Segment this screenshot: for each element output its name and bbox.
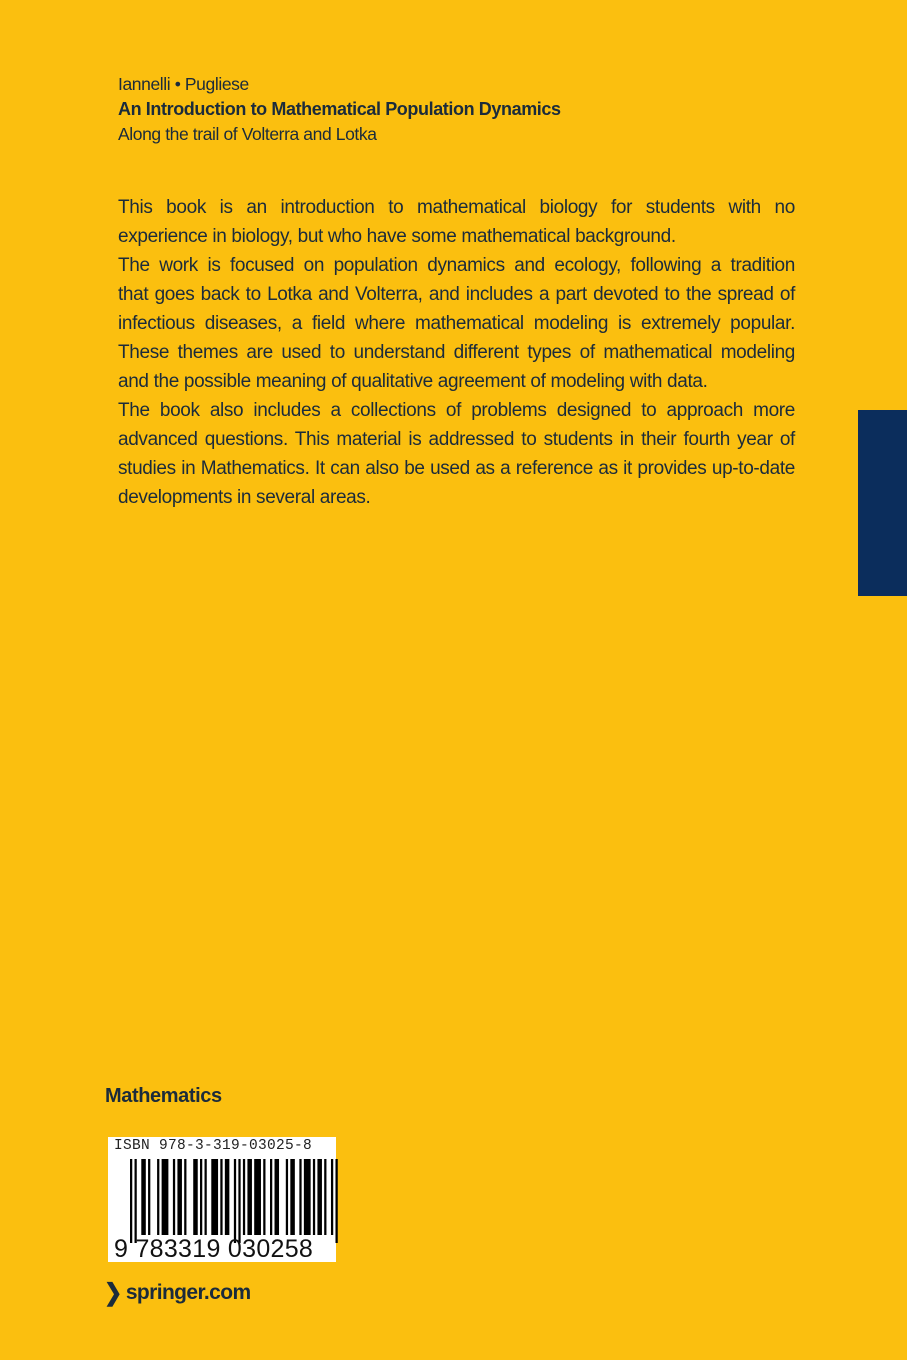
subject-label: Mathematics — [105, 1085, 222, 1107]
barcode-bar — [247, 1159, 252, 1235]
book-title: An Introduction to Mathematical Population Dynamics — [118, 99, 561, 119]
barcode-bar — [286, 1159, 288, 1235]
barcode-bar — [254, 1159, 261, 1235]
barcode-bar — [335, 1159, 337, 1243]
isbn-label: ISBN 978-3-319-03025-8 — [114, 1138, 313, 1154]
barcode-bar — [275, 1159, 280, 1235]
barcode-bar — [173, 1159, 175, 1235]
barcode-bar — [243, 1159, 245, 1235]
barcode-bar — [193, 1159, 198, 1235]
isbn-barcode — [108, 1137, 336, 1262]
barcode-bar — [304, 1159, 311, 1235]
barcode-bar — [290, 1159, 295, 1235]
description-line: The work is focused on population dynamics and ecology, following a tradition — [118, 255, 795, 276]
chevron-right-icon: ❯ — [104, 1278, 122, 1307]
barcode-bar — [263, 1159, 265, 1235]
publisher-url: springer.com — [125, 1281, 251, 1304]
barcode-bar — [130, 1159, 132, 1243]
description-line: studies in Mathematics. It can also be used as a reference as it provides up-to-date — [118, 458, 795, 479]
description-line: advanced questions. This material is addressed to students in their fourth year of — [118, 429, 795, 450]
barcode-bar — [270, 1159, 272, 1235]
barcode-bar — [177, 1159, 182, 1235]
barcode-bar — [313, 1159, 315, 1235]
cover-header — [118, 72, 561, 147]
description-line: experience in biology, but who have some mathematical background. — [118, 226, 676, 247]
barcode-bar — [157, 1159, 159, 1235]
barcode-bar — [162, 1159, 169, 1235]
spine-color-tab — [858, 410, 907, 596]
barcode-bar — [148, 1159, 150, 1235]
barcode-bars — [130, 1159, 340, 1243]
description-line: and the possible meaning of qualitative agreement of modeling with data. — [118, 371, 708, 392]
description-line: These themes are used to understand different types of mathematical modeling — [118, 342, 795, 363]
publisher-link[interactable] — [104, 1280, 251, 1306]
barcode-bar — [324, 1159, 326, 1235]
barcode-bar — [234, 1159, 236, 1243]
book-description — [118, 193, 795, 512]
isbn-number: 9 783319 030258 — [114, 1235, 314, 1263]
barcode-bar — [135, 1159, 137, 1243]
description-line: infectious diseases, a field where mathematical modeling is extremely popular. — [118, 313, 795, 334]
authors: Iannelli • Pugliese — [118, 74, 249, 94]
barcode-bar — [299, 1159, 301, 1235]
description-line: developments in several areas. — [118, 487, 371, 508]
book-subtitle: Along the trail of Volterra and Lotka — [118, 124, 377, 144]
barcode-bar — [331, 1159, 333, 1235]
description-line: The book also includes a collections of problems designed to approach more — [118, 400, 795, 421]
barcode-bar — [317, 1159, 322, 1235]
barcode-bar — [141, 1159, 146, 1235]
description-line: that goes back to Lotka and Volterra, and includes a part devoted to the spread of — [118, 284, 795, 305]
barcode-bar — [211, 1159, 218, 1235]
barcode-bar — [220, 1159, 222, 1235]
description-line: This book is an introduction to mathematical biology for students with no — [118, 197, 795, 218]
barcode-bar — [238, 1159, 240, 1243]
barcode-bar — [225, 1159, 230, 1235]
barcode-bar — [200, 1159, 202, 1235]
barcode-bar — [184, 1159, 186, 1235]
barcode-bar — [205, 1159, 207, 1235]
